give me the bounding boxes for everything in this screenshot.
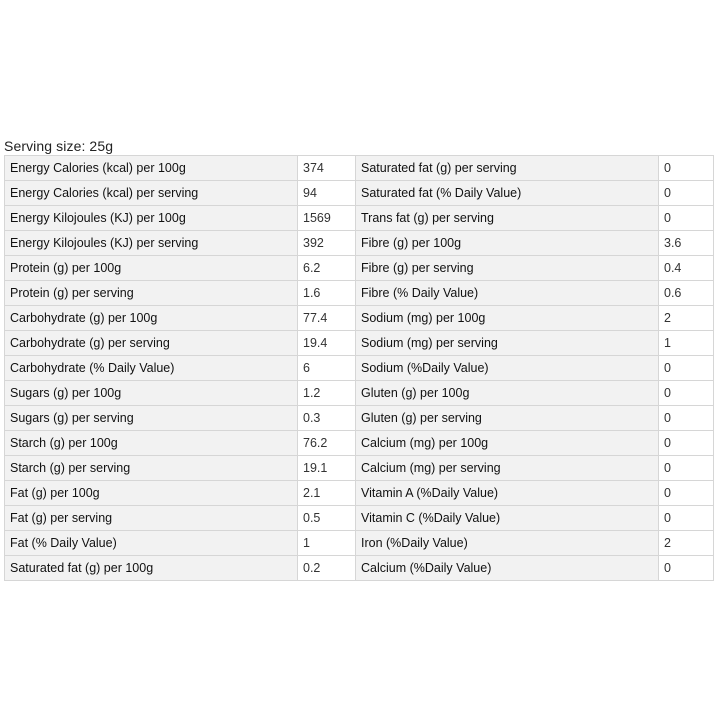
- nutrient-value: 2: [659, 531, 714, 556]
- nutrient-value: 6.2: [298, 256, 356, 281]
- table-row: [5, 281, 714, 306]
- nutrient-label: Protein (g) per 100g: [5, 256, 298, 281]
- table-row: [5, 181, 714, 206]
- nutrition-table: [4, 155, 714, 581]
- table-row: [5, 531, 714, 556]
- nutrient-value: 77.4: [298, 306, 356, 331]
- table-row: [5, 356, 714, 381]
- nutrient-value: 0: [659, 206, 714, 231]
- nutrient-value: 76.2: [298, 431, 356, 456]
- nutrient-value: 1: [298, 531, 356, 556]
- nutrient-label: Saturated fat (g) per serving: [356, 156, 659, 181]
- nutrient-value: 19.1: [298, 456, 356, 481]
- nutrient-label: Saturated fat (g) per 100g: [5, 556, 298, 581]
- table-row: [5, 306, 714, 331]
- nutrient-value: 0: [659, 156, 714, 181]
- table-row: [5, 381, 714, 406]
- nutrient-value: 6: [298, 356, 356, 381]
- nutrient-value: 0: [659, 556, 714, 581]
- nutrient-label: Fat (g) per serving: [5, 506, 298, 531]
- nutrient-label: Protein (g) per serving: [5, 281, 298, 306]
- nutrient-label: Vitamin A (%Daily Value): [356, 481, 659, 506]
- nutrient-value: 0: [659, 481, 714, 506]
- nutrient-value: 0: [659, 456, 714, 481]
- nutrient-value: 0: [659, 356, 714, 381]
- nutrient-value: 374: [298, 156, 356, 181]
- table-row: [5, 331, 714, 356]
- table-row: [5, 481, 714, 506]
- nutrient-label: Energy Calories (kcal) per 100g: [5, 156, 298, 181]
- nutrient-value: 0: [659, 431, 714, 456]
- nutrient-label: Starch (g) per 100g: [5, 431, 298, 456]
- nutrient-label: Sodium (mg) per 100g: [356, 306, 659, 331]
- nutrient-label: Vitamin C (%Daily Value): [356, 506, 659, 531]
- nutrient-label: Sodium (mg) per serving: [356, 331, 659, 356]
- table-row: [5, 456, 714, 481]
- nutrient-value: 94: [298, 181, 356, 206]
- table-row: [5, 256, 714, 281]
- nutrient-label: Carbohydrate (% Daily Value): [5, 356, 298, 381]
- nutrient-value: 0.3: [298, 406, 356, 431]
- nutrient-label: Sodium (%Daily Value): [356, 356, 659, 381]
- table-row: [5, 206, 714, 231]
- nutrient-label: Fibre (g) per 100g: [356, 231, 659, 256]
- nutrient-label: Fat (% Daily Value): [5, 531, 298, 556]
- nutrient-value: 0: [659, 506, 714, 531]
- table-row: [5, 556, 714, 581]
- nutrient-value: 392: [298, 231, 356, 256]
- nutrient-value: 2.1: [298, 481, 356, 506]
- nutrient-value: 0: [659, 181, 714, 206]
- nutrient-label: Fibre (g) per serving: [356, 256, 659, 281]
- nutrient-value: 0: [659, 381, 714, 406]
- table-row: [5, 406, 714, 431]
- nutrient-label: Energy Kilojoules (KJ) per serving: [5, 231, 298, 256]
- table-row: [5, 506, 714, 531]
- nutrient-value: 19.4: [298, 331, 356, 356]
- nutrient-label: Calcium (mg) per serving: [356, 456, 659, 481]
- nutrient-label: Saturated fat (% Daily Value): [356, 181, 659, 206]
- nutrient-value: 0.2: [298, 556, 356, 581]
- serving-size: Serving size: 25g: [4, 138, 114, 154]
- nutrient-value: 1569: [298, 206, 356, 231]
- nutrient-label: Carbohydrate (g) per 100g: [5, 306, 298, 331]
- nutrient-value: 0.6: [659, 281, 714, 306]
- nutrient-label: Sugars (g) per serving: [5, 406, 298, 431]
- nutrient-value: 1: [659, 331, 714, 356]
- nutrient-label: Gluten (g) per serving: [356, 406, 659, 431]
- nutrient-label: Energy Kilojoules (KJ) per 100g: [5, 206, 298, 231]
- nutrient-value: 0: [659, 406, 714, 431]
- nutrient-value: 0.4: [659, 256, 714, 281]
- nutrient-label: Trans fat (g) per serving: [356, 206, 659, 231]
- nutrient-label: Calcium (mg) per 100g: [356, 431, 659, 456]
- nutrient-label: Carbohydrate (g) per serving: [5, 331, 298, 356]
- nutrient-value: 3.6: [659, 231, 714, 256]
- nutrient-label: Sugars (g) per 100g: [5, 381, 298, 406]
- table-row: [5, 431, 714, 456]
- nutrient-label: Iron (%Daily Value): [356, 531, 659, 556]
- table-row: [5, 231, 714, 256]
- nutrient-label: Gluten (g) per 100g: [356, 381, 659, 406]
- nutrient-label: Calcium (%Daily Value): [356, 556, 659, 581]
- nutrient-value: 0.5: [298, 506, 356, 531]
- nutrient-label: Starch (g) per serving: [5, 456, 298, 481]
- nutrient-label: Fibre (% Daily Value): [356, 281, 659, 306]
- nutrient-value: 2: [659, 306, 714, 331]
- nutrient-label: Fat (g) per 100g: [5, 481, 298, 506]
- table-row: [5, 156, 714, 181]
- nutrient-label: Energy Calories (kcal) per serving: [5, 181, 298, 206]
- nutrient-value: 1.6: [298, 281, 356, 306]
- nutrient-value: 1.2: [298, 381, 356, 406]
